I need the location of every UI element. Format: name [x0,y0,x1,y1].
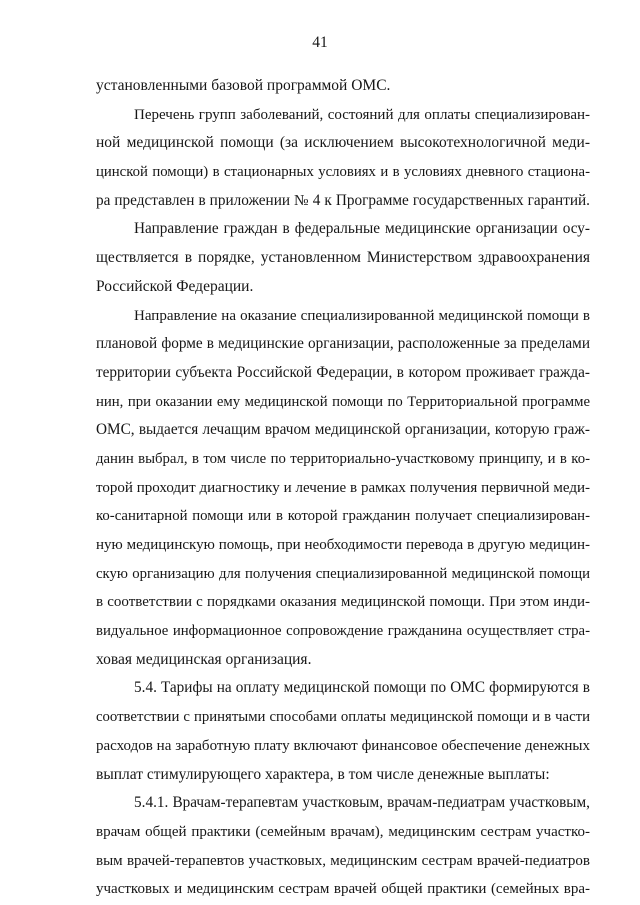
text-line: видуальное информационное сопровождение гражданина осуществляет стра- [96,623,590,640]
text-line: ОМС, выдается лечащим врачом медицинской организации, которую граж- [96,421,590,439]
text-line: нин, при оказании ему медицинской помощи по Территориальной программе [96,393,590,410]
text-line: установленными базовой программой ОМС. [96,77,391,94]
text-line: соответствии с принятыми способами оплаты медицинской помощи и в части [96,709,590,726]
text-line: в соответствии с порядками оказания медицинской помощи. При этом инди- [96,594,590,611]
text-line: Направление граждан в федеральные медицинские организации осу- [134,220,590,238]
text-line: ко-санитарной помощи или в которой гражданин получает специализирован- [96,508,590,525]
text-line: Перечень групп заболеваний, состояний для оплаты специализирован- [134,106,590,123]
text-line: вым врачей-терапевтов участковых, медицинским сестрам врачей-педиатров [96,852,590,869]
text-line: ра представлен в приложении № 4 к Программе государственных гарантий. [96,191,590,209]
text-line: торой проходит диагностику и лечение в рамках получения первичной меди- [96,479,590,496]
page-number: 41 [312,34,328,51]
text-line: участковых и медицинским сестрам врачей общей практики (семейных вра- [96,881,590,898]
text-line: врачам общей практики (семейным врачам), медицинским сестрам участко- [96,823,590,840]
text-line: цинской помощи) в стационарных условиях и в условиях дневного стациона- [96,164,590,181]
text-line: скую организацию для получения специализированной медицинской помощи [96,565,590,582]
body-text [96,72,590,904]
text-line: территории субъекта Российской Федерации, в котором проживает гражда- [96,363,590,381]
text-line: ществляется в порядке, установленном Министерством здравоохранения [96,249,590,267]
text-line: ховая медицинская организация. [96,650,312,668]
text-line: ную медицинскую помощь, при необходимости перевода в другую медицин- [96,537,590,553]
text-line: плановой форме в медицинские организации, расположенные за пределами [96,335,590,353]
text-line: 5.4. Тарифы на оплату медицинской помощи по ОМС формируются в [134,679,590,697]
text-line: 5.4.1. Врачам-терапевтам участковым, врачам-педиатрам участковым, [134,794,590,812]
text-line: Российской Федерации. [96,277,254,295]
text-line: ной медицинской помощи (за исключением высокотехнологичной меди- [96,134,590,152]
text-line: выплат стимулирующего характера, в том числе денежные выплаты: [96,765,550,783]
text-line: данин выбрал, в том числе по территориально-участковому принципу, и в ко- [96,450,590,467]
text-line: расходов на заработную плату включают финансовое обеспечение денежных [96,737,590,754]
text-line: Направление на оказание специализированной медицинской помощи в [134,307,590,324]
